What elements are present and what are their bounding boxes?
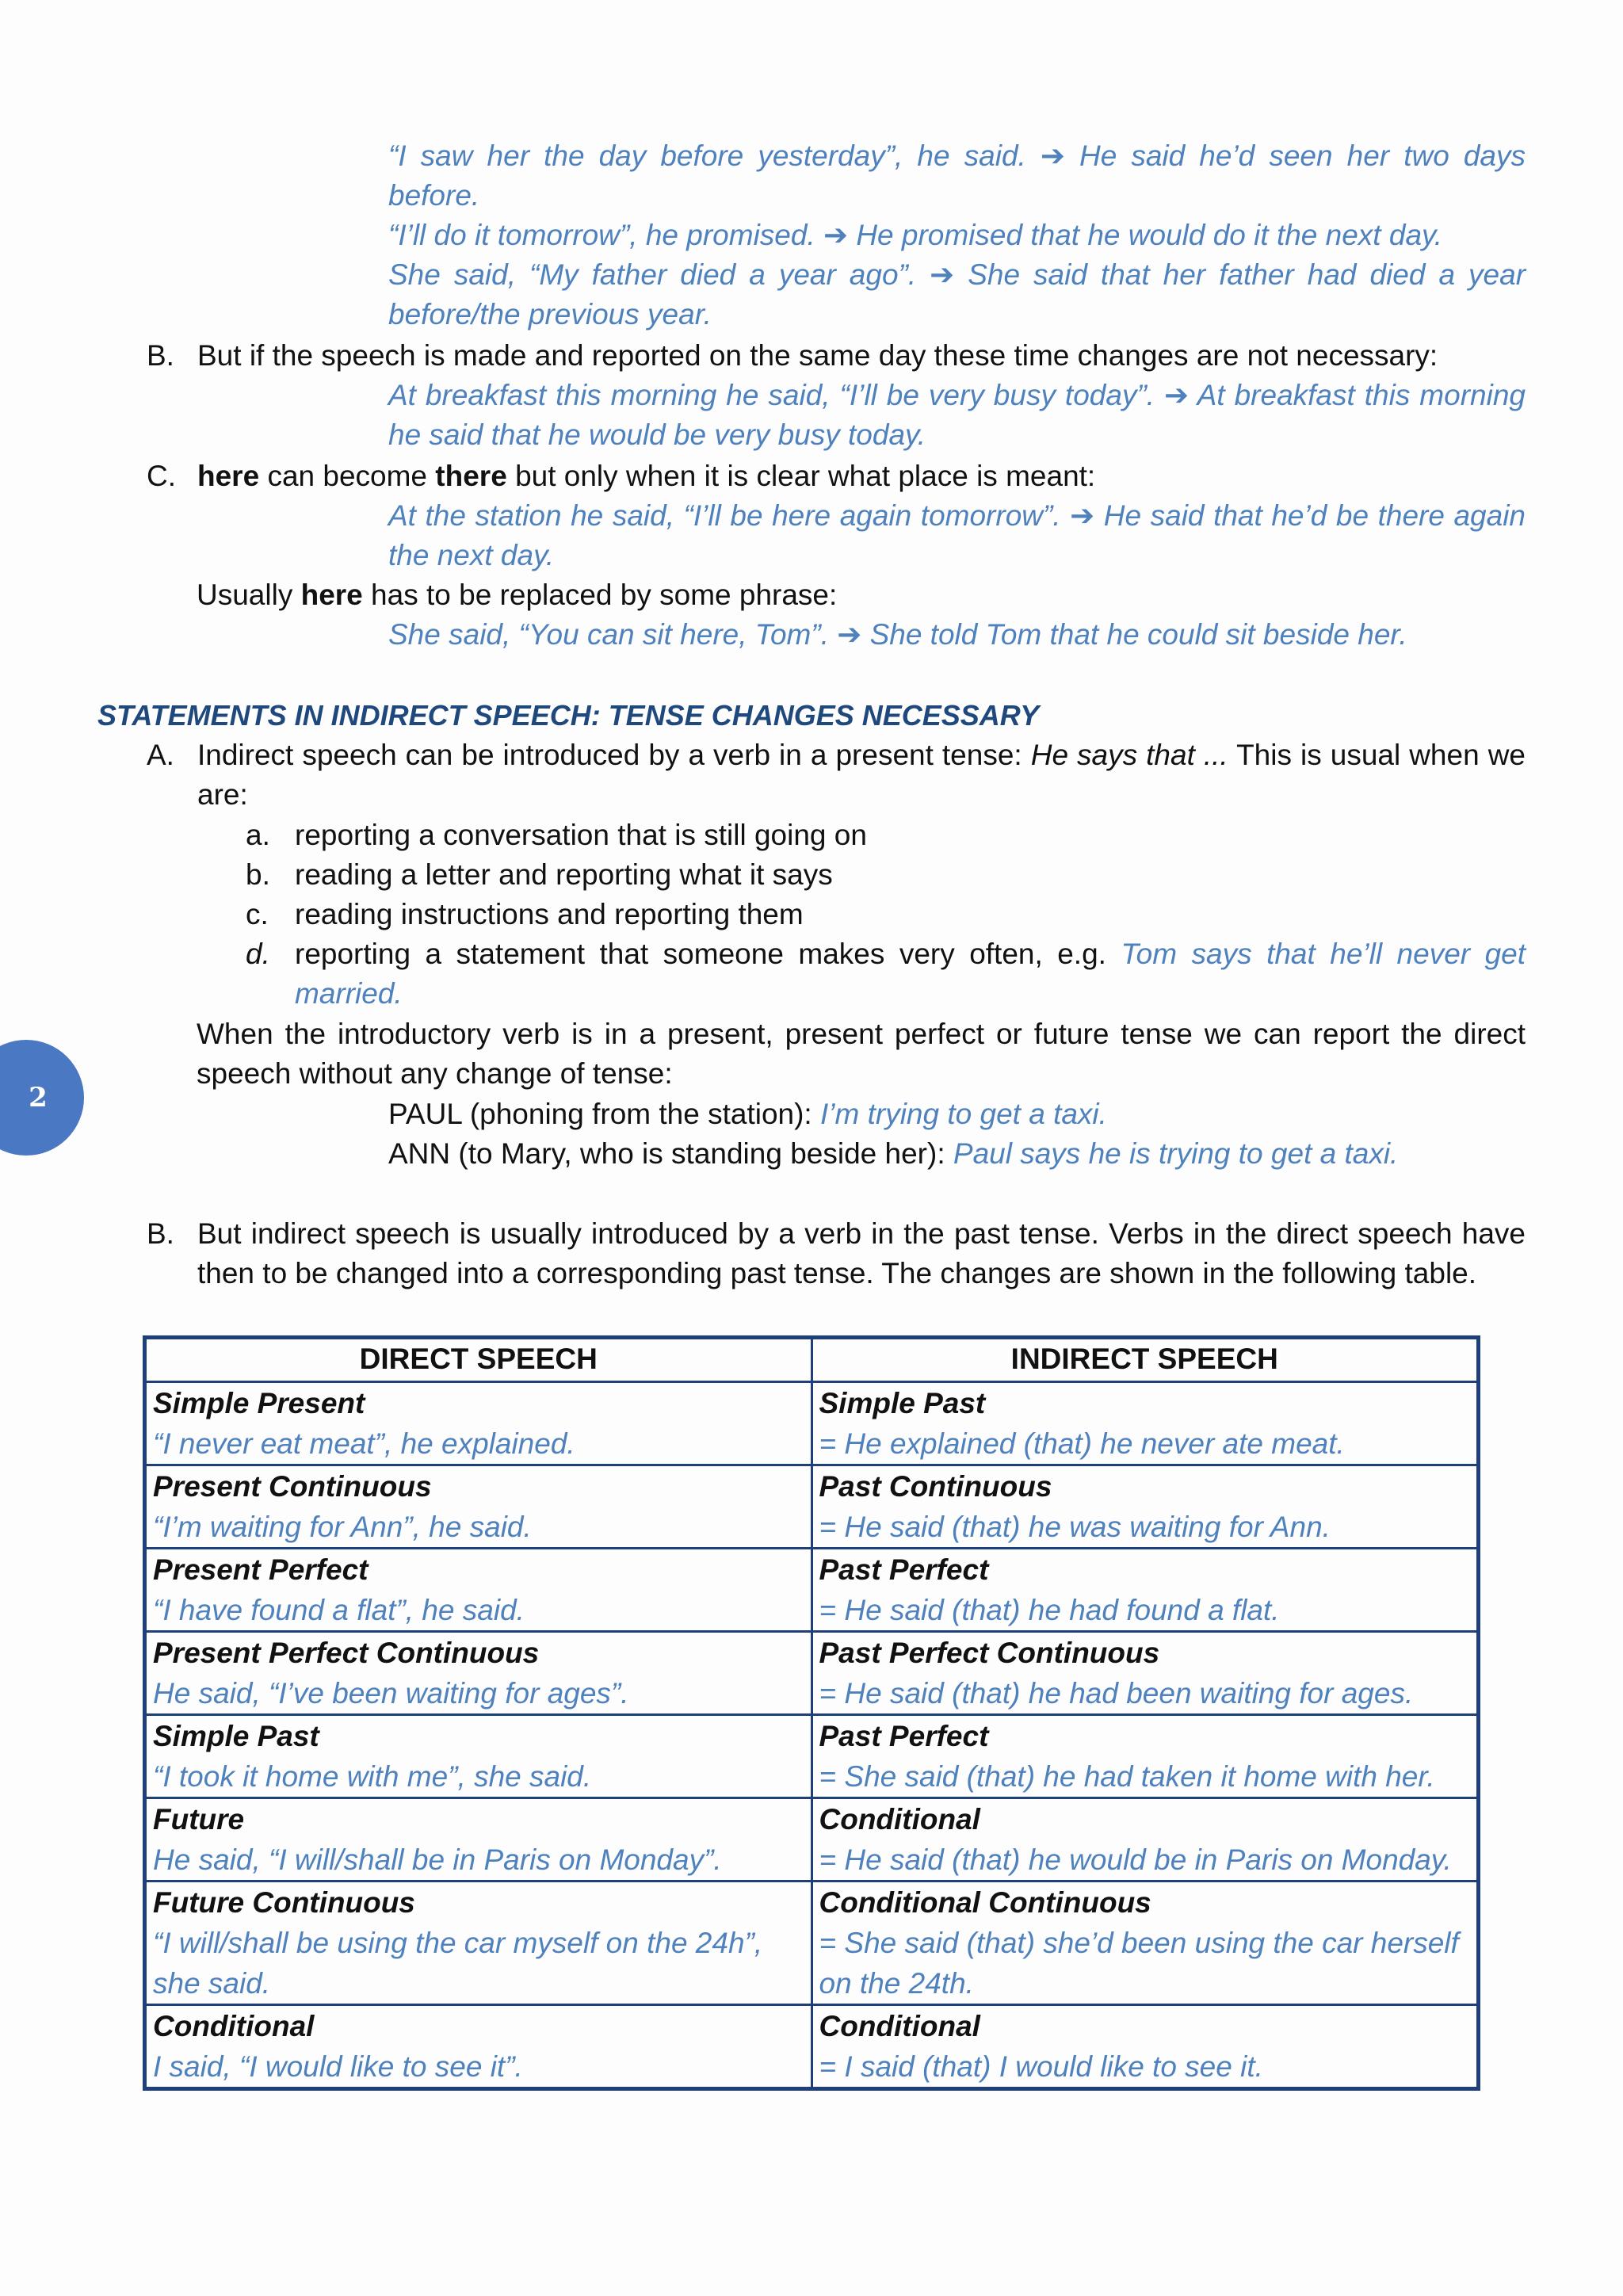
section-b-label: B.	[147, 1217, 174, 1250]
indirect-cell: Past Perfect Continuous = He said (that) he had been waiting for ages.	[812, 1632, 1479, 1715]
example-2	[388, 216, 1526, 255]
table-row	[145, 1465, 1479, 1549]
keyword-there: there	[435, 460, 507, 492]
direct-cell: Future He said, “I will/shall be in Paris on Monday”.	[145, 1798, 812, 1881]
direct-cell: Future Continuous “I will/shall be using the car myself on the 24h”, she said.	[145, 1881, 812, 2005]
paul-line: I’m trying to get a taxi.	[820, 1098, 1107, 1130]
table-row	[145, 1715, 1479, 1798]
keyword-here: here	[300, 579, 363, 611]
indirect-cell: Conditional = He said (that) he would be in Paris on Monday.	[812, 1798, 1479, 1881]
arrow-right-icon: ➔	[1040, 139, 1065, 172]
table-row	[145, 1632, 1479, 1715]
indirect-cell: Past Continuous = He said (that) he was waiting for Ann.	[812, 1465, 1479, 1549]
point-b-text: But if the speech is made and reported on the same day these time changes are not necessary:	[197, 339, 1438, 372]
arrow-right-icon: ➔	[1070, 499, 1095, 532]
indirect-cell: Conditional = I said (that) I would like to see it.	[812, 2005, 1479, 2089]
arrow-right-icon: ➔	[930, 258, 955, 291]
indirect-cell: Past Perfect = She said (that) he had taken it home with her.	[812, 1715, 1479, 1798]
table-row	[145, 2005, 1479, 2089]
example-1-reported: He said he’d seen her two days before.	[388, 139, 1526, 212]
page-number-badge	[0, 1040, 84, 1156]
direct-cell: Present Perfect Continuous He said, “I’ve been waiting for ages”.	[145, 1632, 812, 1715]
indirect-cell: Past Perfect = He said (that) he had found a flat.	[812, 1549, 1479, 1632]
point-b-example-direct: At breakfast this morning he said, “I’ll be very busy today”.	[388, 379, 1155, 411]
point-c-example-2-reported: She told Tom that he could sit beside her.	[869, 618, 1407, 651]
tense-change-table	[143, 1335, 1480, 2091]
section-heading: STATEMENTS IN INDIRECT SPEECH: TENSE CHANGES NECESSARY	[97, 699, 1040, 732]
section-a-label: A.	[147, 739, 174, 771]
present-tense-paragraph: When the introductory verb is in a present, present perfect or future tense we can report the direct speech without any change of tense:	[197, 1018, 1526, 1090]
keyword-here: here	[197, 460, 260, 492]
dialogue-paul	[388, 1095, 1526, 1134]
point-c-example-2-direct: She said, “You can sit here, Tom”.	[388, 618, 829, 651]
direct-cell: Present Perfect “I have found a flat”, he said.	[145, 1549, 812, 1632]
inline-example: Tom says that he’ll never get married.	[295, 938, 1526, 1010]
direct-cell: Conditional I said, “I would like to see it”.	[145, 2005, 812, 2089]
indirect-cell: Simple Past = He explained (that) he never ate meat.	[812, 1382, 1479, 1465]
table-row	[145, 1382, 1479, 1465]
speaker-paul: PAUL (phoning from the station):	[388, 1098, 812, 1130]
section-b-text: But indirect speech is usually introduced by a verb in the past tense. Verbs in the direct speech have then to be changed into a corresponding past tense. The changes are shown in the following table.	[197, 1217, 1526, 1289]
point-b-example	[388, 376, 1526, 455]
direct-cell: Simple Past “I took it home with me”, she said.	[145, 1715, 812, 1798]
point-b-example-reported: At breakfast this morning he said that he would be very busy today.	[388, 379, 1526, 451]
table-row	[145, 1549, 1479, 1632]
example-2-reported: He promised that he would do it the next day.	[856, 219, 1443, 251]
point-c-example-2	[388, 615, 1526, 655]
ann-line: Paul says he is trying to get a taxi.	[953, 1137, 1399, 1170]
speaker-ann: ANN (to Mary, who is standing beside her):	[388, 1137, 945, 1170]
indirect-cell: Conditional Continuous = She said (that) she’d been using the car herself on the 24th.	[812, 1881, 1479, 2005]
example-3-reported: She said that her father had died a year before/the previous year.	[388, 258, 1526, 330]
header-indirect-speech: INDIRECT SPEECH	[812, 1338, 1479, 1382]
direct-cell: Simple Present “I never eat meat”, he explained.	[145, 1382, 812, 1465]
example-1	[388, 136, 1526, 216]
arrow-right-icon: ➔	[837, 618, 862, 651]
table-row	[145, 1798, 1479, 1881]
arrow-right-icon: ➔	[1164, 379, 1190, 411]
example-1-direct: “I saw her the day before yesterday”, he said.	[388, 139, 1026, 172]
example-3	[388, 255, 1526, 334]
point-b-label: B.	[147, 339, 174, 372]
usually-line: Usually here has to be replaced by some phrase:	[197, 579, 838, 611]
example-3-direct: She said, “My father died a year ago”.	[388, 258, 917, 291]
point-c-example-reported: He said that he’d be there again the next day.	[388, 499, 1526, 571]
arrow-right-icon: ➔	[823, 219, 849, 251]
direct-cell: Present Continuous “I’m waiting for Ann”, he said.	[145, 1465, 812, 1549]
section-a-text: Indirect speech can be introduced by a verb in a present tense: He says that ... This is usual when we are:	[197, 739, 1526, 811]
dialogue-ann	[388, 1134, 1526, 1174]
table-row	[145, 1881, 1479, 2005]
point-c-example	[388, 496, 1526, 575]
point-c-label: C.	[147, 460, 176, 492]
header-direct-speech: DIRECT SPEECH	[145, 1338, 812, 1382]
page-number: 2	[29, 1082, 48, 1114]
table-header-row	[145, 1338, 1479, 1382]
example-2-direct: “I’ll do it tomorrow”, he promised.	[388, 219, 815, 251]
point-c-example-direct: At the station he said, “I’ll be here again tomorrow”.	[388, 499, 1061, 532]
point-c-text: here can become there but only when it is clear what place is meant:	[197, 460, 1096, 492]
